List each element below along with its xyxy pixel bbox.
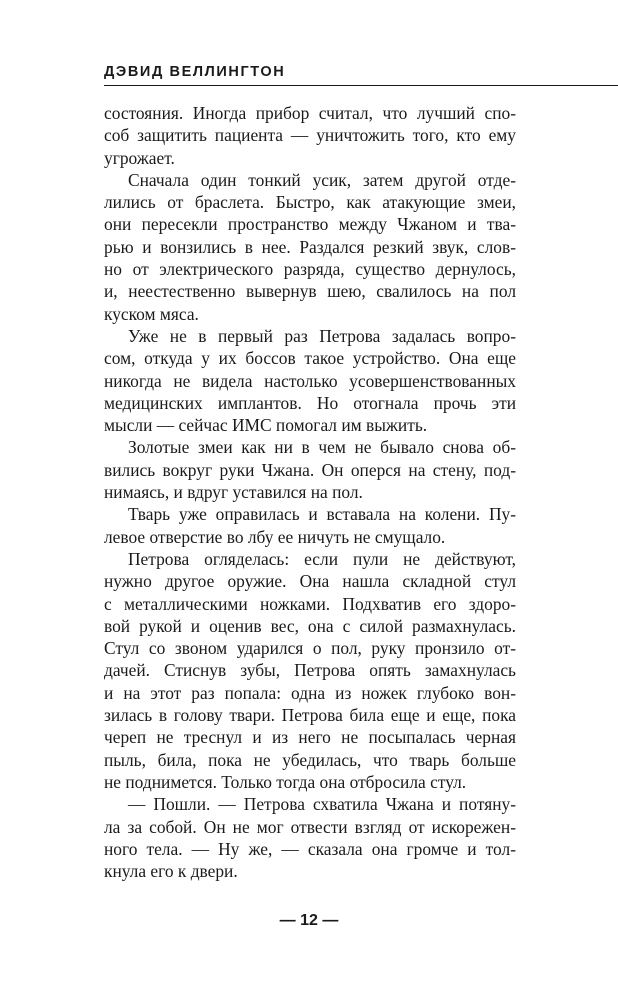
text-line: нужно другое оружие. Она нашла складной стул: [104, 571, 516, 592]
text-line: куском мяса.: [104, 303, 199, 324]
text-line: Уже не в первый раз Петрова задалась вопро-: [128, 325, 516, 346]
text-line: нимаясь, и вдруг уставился на пол.: [104, 482, 363, 503]
text-line: пыль, била, пока не убедилась, что тварь больше: [104, 749, 516, 770]
text-line: лились от браслета. Быстро, как атакующие змеи,: [104, 192, 516, 213]
text-line: Сначала один тонкий усик, затем другой отде-: [128, 169, 516, 190]
text-line: и на этот раз попала: одна из ножек глубоко вон-: [104, 682, 516, 703]
text-line: сом, откуда у их боссов такое устройство. Она еще: [104, 348, 516, 369]
text-line: они пересекли пространство между Чжаном и тва-: [104, 214, 516, 235]
page-number: — 12 —: [279, 912, 339, 929]
text-line: ла за собой. Он не мог отвести взгляд от искорежен-: [104, 816, 516, 837]
text-line: вились вокруг руки Чжана. Он оперся на стену, под-: [104, 459, 516, 480]
text-line: Золотые змеи как ни в чем не бывало снова об-: [128, 437, 516, 458]
text-line: Тварь уже оправилась и вставала на колени. Пу-: [128, 504, 516, 525]
text-line: медицинских имплантов. Но отогнала прочь эти: [104, 392, 516, 413]
text-line: кнула его к двери.: [104, 861, 238, 882]
text-line: никогда не видела настолько усовершенствованных: [104, 370, 516, 391]
text-line: с металлическими ножками. Подхватив его здоро-: [104, 593, 516, 614]
text-line: левое отверстие во лбу ее ничуть не смущало.: [104, 526, 446, 547]
text-line: но от электрического разряда, существо дернулось,: [104, 259, 516, 280]
text-line: Петрова огляделась: если пули не действуют,: [128, 548, 516, 569]
text-line: и, неестественно вывернув шею, свалилось на пол: [104, 281, 516, 302]
text-line: угрожает.: [104, 147, 175, 168]
text-line: зилась в голову твари. Петрова била еще и еще, пока: [104, 705, 516, 726]
text-line: Стул со звоном ударился о пол, руку пронзило от-: [104, 638, 516, 659]
text-line: рью и вонзились в нее. Раздался резкий звук, слов-: [104, 236, 516, 257]
text-line: — Пошли. — Петрова схватила Чжана и потяну-: [128, 794, 516, 815]
running-header: ДЭВИД ВЕЛЛИНГТОН: [104, 64, 286, 80]
header-rule: [104, 85, 618, 86]
text-line: ного тела. — Ну же, — сказала она громче и тол-: [104, 838, 516, 859]
text-line: вой рукой и оценив вес, она с силой размахнулась.: [104, 615, 516, 636]
text-line: мысли — сейчас ИМС помогал им выжить.: [104, 415, 428, 436]
body-text: [104, 102, 516, 882]
text-line: череп не треснул и из него не посыпалась черная: [104, 727, 516, 748]
text-line: состояния. Иногда прибор считал, что лучший спо-: [104, 103, 516, 123]
text-line: соб защитить пациента — уничтожить того, кто ему: [104, 125, 516, 146]
text-line: дачей. Стиснув зубы, Петрова опять замахнулась: [104, 660, 516, 681]
text-line: не поднимется. Только тогда она отбросила стул.: [104, 771, 467, 792]
